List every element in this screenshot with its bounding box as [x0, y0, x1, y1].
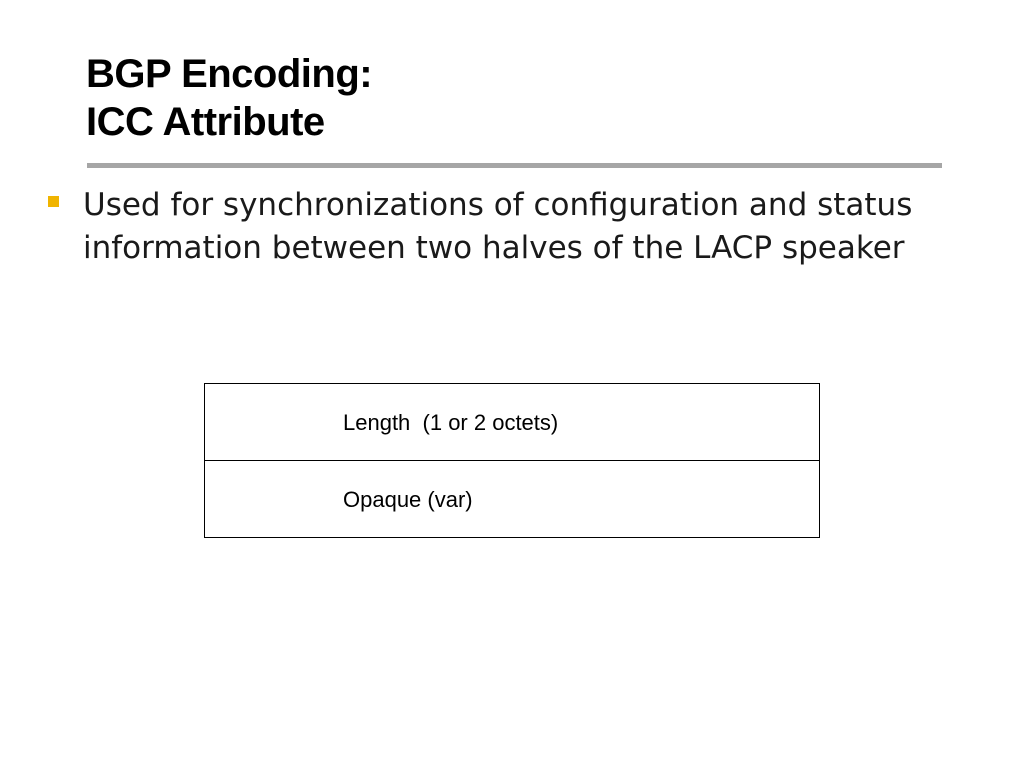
slide-title — [86, 50, 372, 146]
attribute-field-row — [205, 384, 819, 460]
square-bullet-icon — [48, 196, 59, 207]
title-divider — [87, 163, 942, 168]
bullet-text: Used for synchronizations of configuration and status information between two halves of the LACP speaker — [83, 187, 913, 266]
slide-title-line-1: BGP Encoding: — [86, 52, 373, 96]
length-field-label: Length (1 or 2 octets) — [343, 410, 559, 435]
slide-title-line-2: ICC Attribute — [86, 100, 325, 144]
attribute-field-row — [205, 460, 819, 537]
opaque-field-label: Opaque (var) — [343, 487, 473, 512]
icc-attribute-format-table — [204, 383, 820, 538]
